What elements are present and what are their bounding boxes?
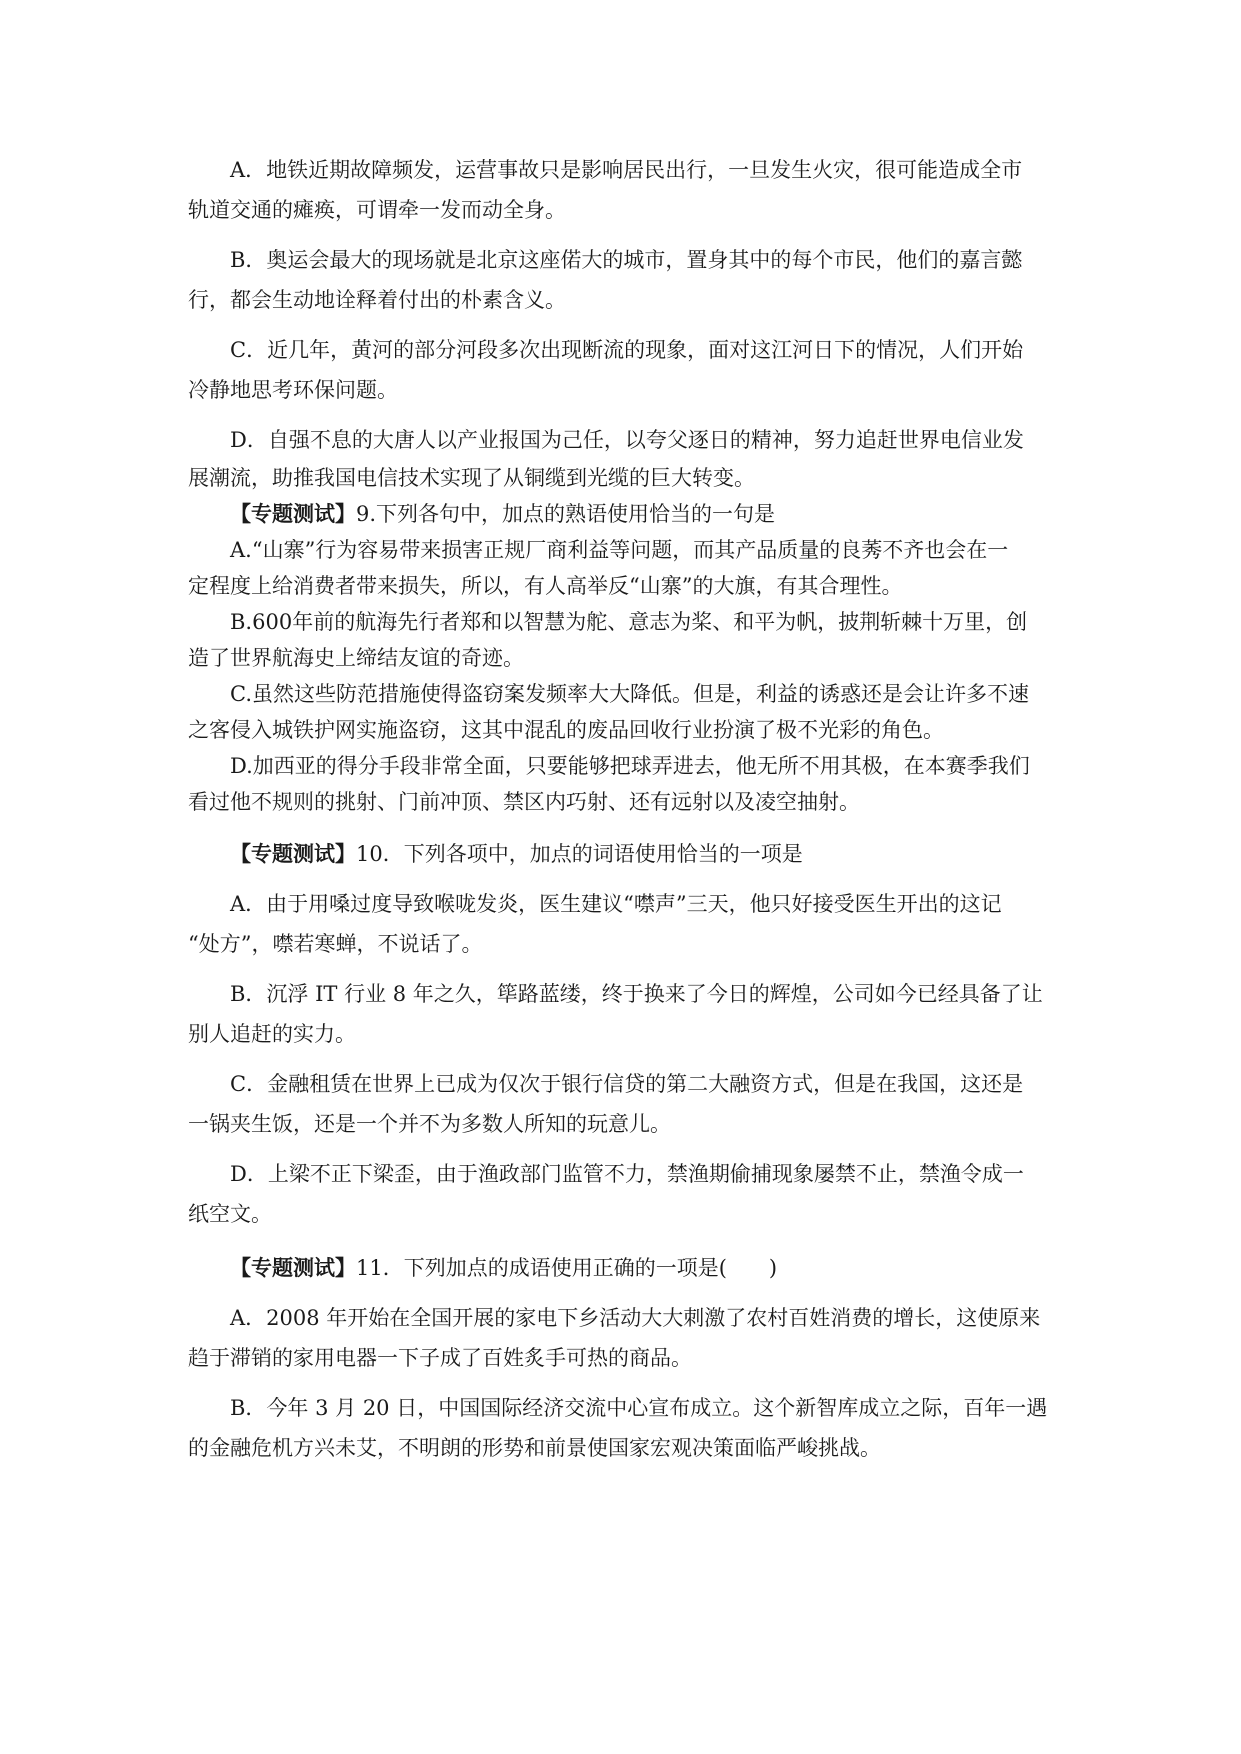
text-line: B．奥运会最大的现场就是北京这座偌大的城市，置身其中的每个市民，他们的嘉言懿: [230, 248, 1023, 272]
text-line: A．2008 年开始在全国开展的家电下乡活动大大刺激了农村百姓消费的增长，这使原来: [230, 1306, 1041, 1330]
q9-option-b: [188, 604, 1058, 676]
q9-option-d: [188, 748, 1058, 820]
text-line: B.600年前的航海先行者郑和以智慧为舵、意志为桨、和平为帆，披荆斩棘十万里，创: [230, 610, 1028, 634]
text-line: 之客侵入城铁护网实施盗窃，这其中混乱的废品回收行业扮演了极不光彩的角色。: [188, 718, 944, 742]
text-line: D．自强不息的大唐人以产业报国为己任，以夸父逐日的精神，努力追赶世界电信业发: [230, 428, 1024, 452]
q11-option-a: [188, 1298, 1058, 1378]
q10-option-b: [188, 974, 1058, 1054]
text-line: 纸空文。: [188, 1202, 272, 1226]
q10-option-c: [188, 1064, 1058, 1144]
text-line: D.加西亚的得分手段非常全面，只要能够把球弄进去，他无所不用其极，在本赛季我们: [230, 754, 1030, 778]
text-line: A.“山寨”行为容易带来损害正规厂商利益等问题，而其产品质量的良莠不齐也会在一: [230, 538, 1009, 562]
q9-heading: [188, 496, 1058, 532]
topic-label: 【专题测试】: [230, 842, 356, 866]
q9-option-c: [188, 676, 1058, 748]
text-line: 的金融危机方兴未艾，不明朗的形势和前景使国家宏观决策面临严峻挑战。: [188, 1436, 881, 1460]
text-line: 趋于滞销的家用电器一下子成了百姓炙手可热的商品。: [188, 1346, 692, 1370]
text-line: A．由于用嗓过度导致喉咙发炎，医生建议“噤声”三天，他只好接受医生开出的这记: [230, 892, 1002, 916]
text-line: 行，都会生动地诠释着付出的朴素含义。: [188, 288, 566, 312]
text-line: C．金融租赁在世界上已成为仅次于银行信贷的第二大融资方式，但是在我国，这还是: [230, 1072, 1024, 1096]
q8-option-d: [188, 420, 1058, 496]
text-line: 冷静地思考环保问题。: [188, 378, 398, 402]
topic-label: 【专题测试】: [230, 502, 356, 526]
question-stem: 11．下列加点的成语使用正确的一项是( ): [356, 1256, 778, 1280]
text-line: B．今年 3 月 20 日，中国国际经济交流中心宣布成立。这个新智库成立之际，百年一遇: [230, 1396, 1048, 1420]
text-line: 别人追赶的实力。: [188, 1022, 356, 1046]
text-line: A．地铁近期故障频发，运营事故只是影响居民出行，一旦发生火灾，很可能造成全市: [230, 158, 1023, 182]
text-line: “处方”，噤若寒蝉，不说话了。: [188, 932, 483, 956]
q10-option-d: [188, 1154, 1058, 1234]
document-page: [188, 150, 1058, 1468]
text-line: 展潮流，助推我国电信技术实现了从铜缆到光缆的巨大转变。: [188, 466, 755, 490]
text-line: 轨道交通的瘫痪，可谓牵一发而动全身。: [188, 198, 566, 222]
q8-option-b: [188, 240, 1058, 320]
question-stem: 9.下列各句中，加点的熟语使用恰当的一句是: [356, 502, 776, 526]
q8-option-c: [188, 330, 1058, 410]
text-line: B．沉浮 IT 行业 8 年之久，筚路蓝缕，终于换来了今日的辉煌，公司如今已经具备了让: [230, 982, 1043, 1006]
text-line: C.虽然这些防范措施使得盗窃案发频率大大降低。但是，利益的诱惑还是会让许多不速: [230, 682, 1029, 706]
text-line: D．上梁不正下梁歪，由于渔政部门监管不力，禁渔期偷捕现象屡禁不止，禁渔令成一: [230, 1162, 1024, 1186]
question-stem: 10．下列各项中，加点的词语使用恰当的一项是: [356, 842, 803, 866]
text-line: 定程度上给消费者带来损失，所以，有人高举反“山寨”的大旗，有其合理性。: [188, 574, 903, 598]
text-line: C．近几年，黄河的部分河段多次出现断流的现象，面对这江河日下的情况，人们开始: [230, 338, 1024, 362]
text-line: 看过他不规则的挑射、门前冲顶、禁区内巧射、还有远射以及凌空抽射。: [188, 790, 860, 814]
q9-option-a: [188, 532, 1058, 604]
q10-heading: [188, 834, 1058, 874]
text-line: 一锅夹生饭，还是一个并不为多数人所知的玩意儿。: [188, 1112, 671, 1136]
q10-option-a: [188, 884, 1058, 964]
text-line: 造了世界航海史上缔结友谊的奇迹。: [188, 646, 524, 670]
q11-heading: [188, 1248, 1058, 1288]
q11-option-b: [188, 1388, 1058, 1468]
topic-label: 【专题测试】: [230, 1256, 356, 1280]
q8-option-a: [188, 150, 1058, 230]
